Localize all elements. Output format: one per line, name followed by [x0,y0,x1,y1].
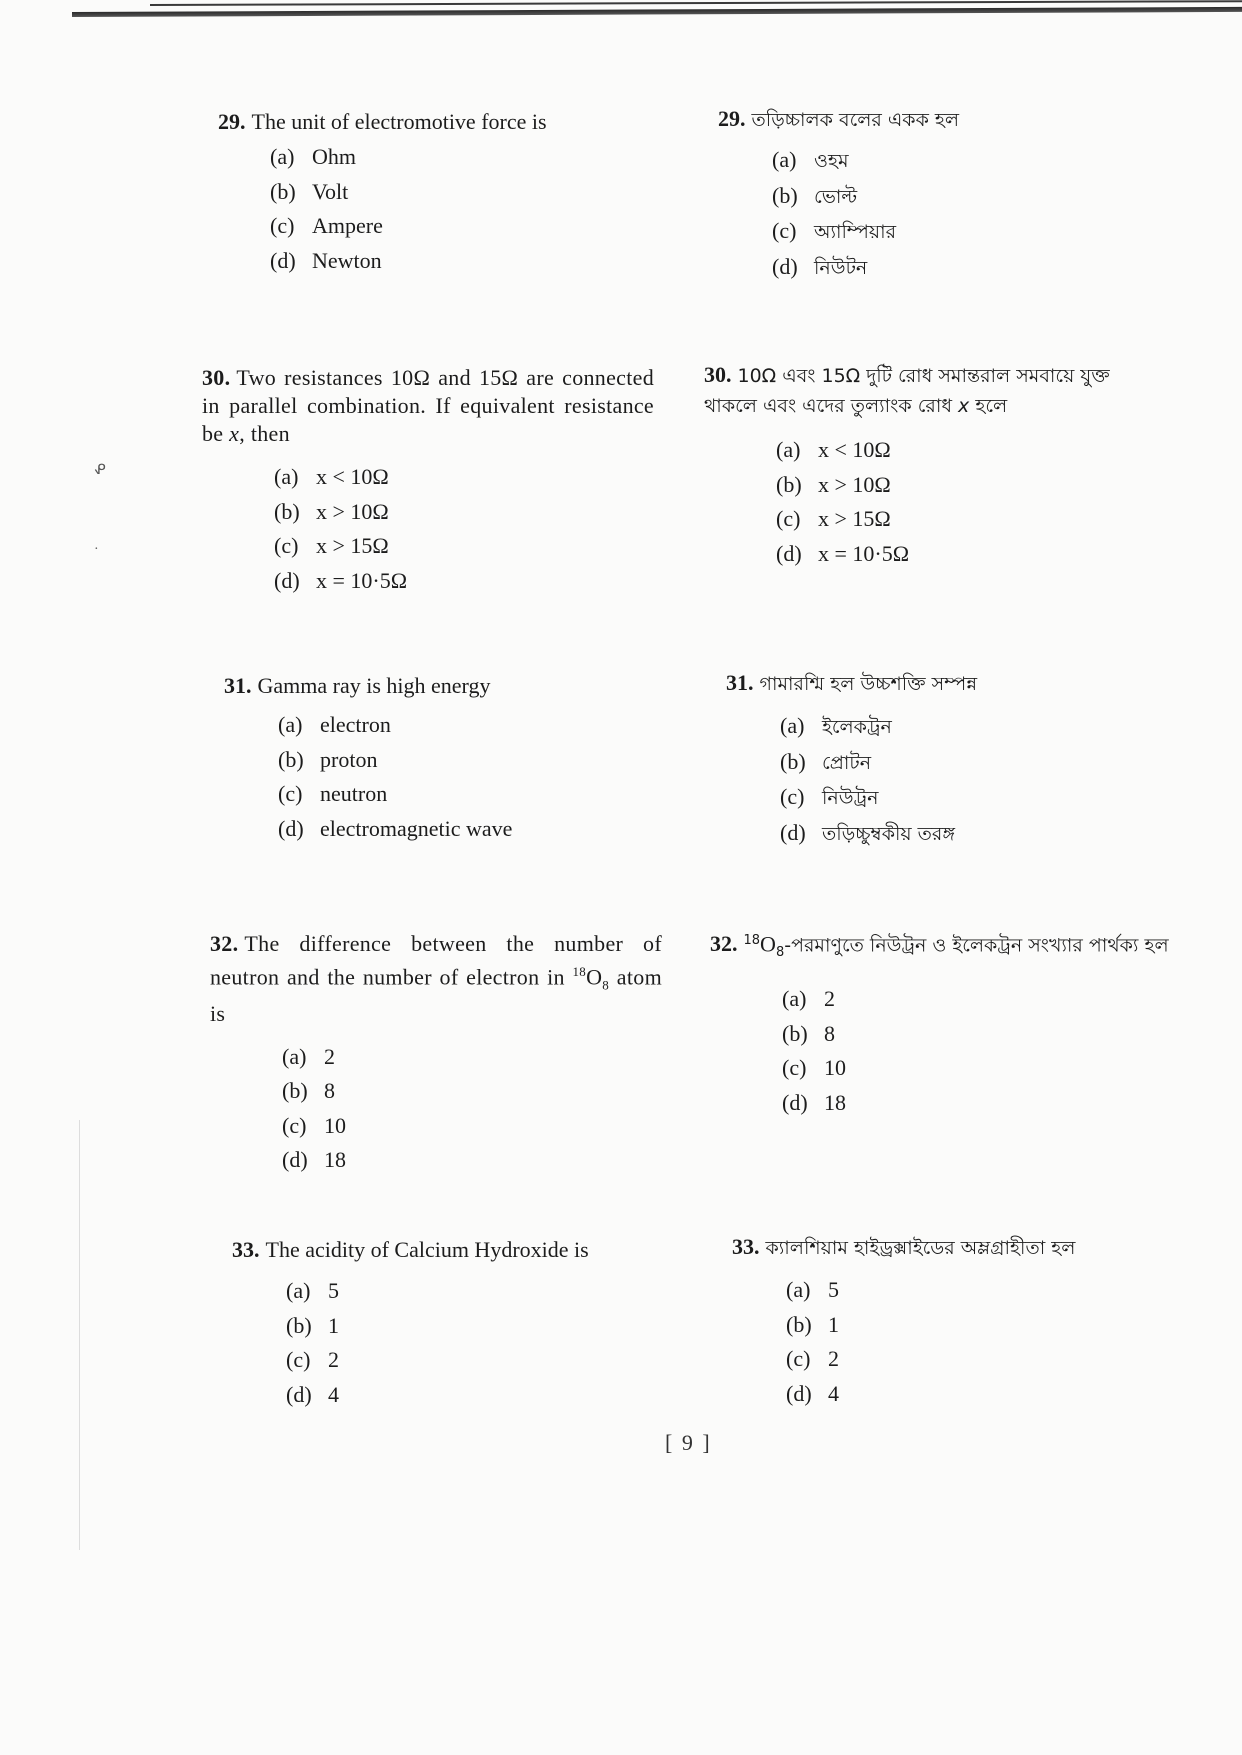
option-d: (d) electromagnetic wave [278,815,513,841]
option-c: (c) x > 15Ω [776,506,891,531]
option-c: (c) neutron [278,781,388,806]
option-b: (b) 1 [286,1312,339,1338]
question-number: 32. [710,931,738,957]
option-c: (c) 2 [286,1347,339,1372]
stem-text: The unit of electromotive force is [251,109,547,134]
question-29-bn [718,104,1178,285]
option-b: (b) x > 10Ω [274,498,389,524]
option-a: (a) 2 [782,986,835,1012]
option-c: (c) 10 [782,1055,846,1081]
scan-speck: ᕵ [94,463,106,478]
scan-edge [79,1120,80,1550]
option-a: (a) 2 [282,1043,335,1069]
option-b: (b) 8 [782,1020,835,1046]
top-edge-line [150,0,1242,6]
question-number: 29. [718,106,746,131]
question-stem [726,668,1166,699]
option-a: (a) x < 10Ω [776,437,891,462]
option-d: (d) নিউটন [772,253,868,279]
question-32-bn [710,926,1170,1120]
option-a: (a) 5 [286,1278,339,1303]
question-33-bn [732,1232,1172,1411]
question-stem: 32. The difference between the number of neutron and the number of electron in $^{18}O_8$ atom is [210,931,662,1026]
question-number: 29. [218,109,246,134]
question-33-en [232,1236,662,1412]
option-d: (d) x = 10·5Ω [274,567,408,593]
scan-speck: · [94,542,99,557]
question-29-en [218,108,638,278]
option-c: (c) অ্যাম্পিয়ার [772,218,897,243]
question-30-bn [704,360,1164,571]
question-stem: 32. $^{18}O_8-পরমাণুতে$ নিউট্রন ও ইলেকট্রন সংখ্যার পার্থক্য হল [710,931,1169,961]
option-c: (c) x > 15Ω [274,533,389,558]
option-a: (a) ইলেকট্রন [780,713,892,738]
question-stem [232,1236,662,1264]
question-32-en [210,930,662,1178]
option-b: (b) proton [278,746,378,772]
option-c: (c) Ampere [270,213,383,238]
stem-text: তড়িচ্চালক বলের একক হল [751,109,960,131]
question-stem [224,672,654,700]
option-d: (d) 18 [782,1089,846,1115]
option-a: (a) x < 10Ω [274,464,389,489]
option-a: (a) 5 [786,1277,839,1302]
option-b: (b) Volt [270,178,349,204]
page-number: [ 9 ] [665,1430,712,1455]
question-number: 33. [732,1234,760,1259]
stem-text: Gamma ray is high energy [257,673,491,698]
question-stem [732,1232,1172,1263]
option-b: (b) 8 [282,1078,335,1104]
option-d: (d) 4 [786,1380,839,1406]
option-a: (a) electron [278,712,391,737]
question-stem [718,104,1178,135]
question-number: 31. [224,673,252,698]
question-number: 31. [726,670,754,695]
option-a: (a) ওহম [772,147,849,172]
question-stem [218,108,638,136]
question-number: 30. [202,365,231,390]
stem-text: গামারশ্মি হল উচ্চশক্তি সম্পন্ন [759,673,978,695]
option-d: (d) 4 [286,1381,339,1407]
option-d: (d) Newton [270,247,382,273]
option-d: (d) 18 [282,1147,346,1173]
stem-text: The acidity of Calcium Hydroxide is [265,1237,589,1262]
question-stem: 30. Two resistances 10Ω and 15Ω are connected in parallel combination. If equivalent resistance be x, then [202,365,654,446]
question-number: 33. [232,1237,260,1262]
question-31-bn [726,668,1166,851]
option-b: (b) ভোল্ট [772,182,858,208]
top-rule [72,7,1242,17]
question-31-en [224,672,654,846]
option-d: (d) x = 10·5Ω [776,540,910,566]
question-number: 30. [704,362,732,387]
question-stem: 30. 10Ω এবং 15Ω দুটি রোধ সমান্তরাল সমবায়ে যুক্ত থাকলে এবং এদের তুল্যাংক রোধ x হলে [704,362,1110,417]
option-c: (c) 10 [282,1112,346,1138]
option-c: (c) 2 [786,1346,839,1371]
option-b: (b) প্রোটন [780,748,872,774]
stem-text: ক্যালশিয়াম হাইড্রক্সাইডের অম্লগ্রাহীতা হল [765,1237,1076,1259]
option-d: (d) তড়িচ্চুম্বকীয় তরঙ্গ [780,819,955,845]
option-b: (b) 1 [786,1311,839,1337]
option-a: (a) Ohm [270,144,356,169]
question-30-en [202,364,654,598]
option-c: (c) নিউট্রন [780,784,879,809]
option-b: (b) x > 10Ω [776,471,891,497]
question-number: 32. [210,931,239,956]
